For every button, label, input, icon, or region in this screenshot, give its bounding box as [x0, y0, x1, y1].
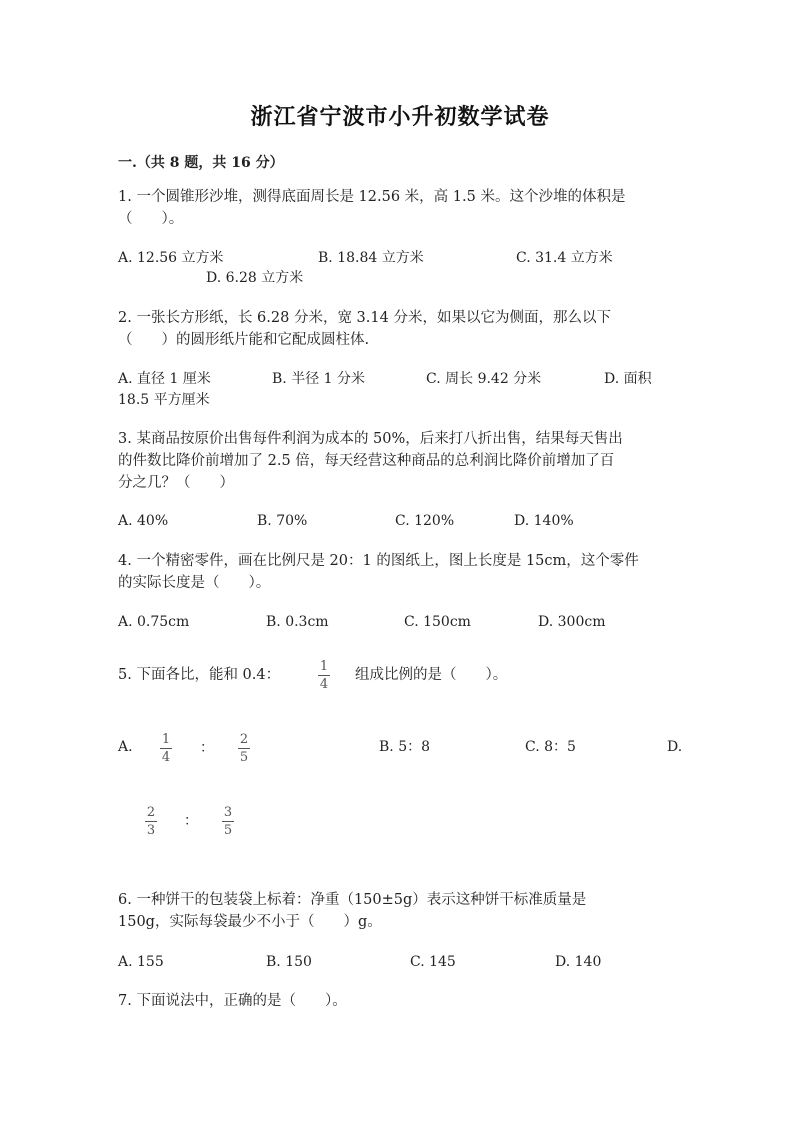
q6-option-b: B. 150 — [266, 954, 312, 970]
q4-option-d: D. 300cm — [538, 614, 606, 630]
q5-option-a-fraction-1 — [160, 732, 172, 765]
q3-option-c: C. 120% — [395, 513, 455, 529]
question-4-line-1: 4. 一个精密零件，画在比例尺是 20：1 的图纸上，图上长度是 15cm，这个零件 — [118, 553, 639, 569]
q3-option-d: D. 140% — [514, 513, 574, 529]
q5-option-d-fraction-2 — [222, 805, 234, 838]
q2-option-a: A. 直径 1 厘米 — [118, 371, 211, 387]
question-7-line-1: 7. 下面说法中，正确的是（ ）。 — [118, 993, 347, 1009]
question-2 — [118, 307, 678, 351]
q5-option-d-fraction-1 — [145, 805, 157, 838]
q5-option-b: B. 5：8 — [379, 739, 431, 755]
fraction-numerator: 2 — [239, 732, 249, 747]
fraction-bar — [222, 821, 234, 822]
fraction-numerator: 1 — [161, 732, 171, 747]
section-heading: 一.（共 8 题，共 16 分） — [118, 155, 284, 171]
q5-option-a-colon: ： — [200, 740, 214, 756]
fraction-numerator: 2 — [146, 805, 156, 820]
fraction-denominator: 5 — [223, 823, 233, 838]
page-title: 浙江省宁波市小升初数学试卷 — [250, 104, 550, 130]
fraction-numerator: 3 — [223, 805, 233, 820]
question-5-fraction — [318, 659, 330, 692]
question-7 — [118, 990, 678, 1012]
question-4-line-2: 的实际长度是（ ）。 — [118, 575, 271, 591]
q2-option-b: B. 半径 1 分米 — [272, 371, 365, 387]
q6-option-a: A. 155 — [118, 954, 164, 970]
q6-option-c: C. 145 — [410, 954, 456, 970]
fraction-numerator: 1 — [319, 659, 329, 674]
q4-option-a: A. 0.75cm — [118, 614, 190, 630]
question-1 — [118, 186, 678, 230]
q1-option-a: A. 12.56 立方米 — [118, 250, 224, 266]
fraction-denominator: 4 — [161, 750, 171, 765]
q1-option-c: C. 31.4 立方米 — [516, 250, 613, 266]
question-3-line-3: 分之几？（ ） — [118, 475, 234, 491]
question-6 — [118, 889, 678, 933]
fraction-bar — [318, 675, 330, 676]
question-4 — [118, 550, 678, 594]
question-6-line-2: 150g，实际每袋最少不小于（ ）g。 — [118, 914, 382, 930]
question-1-line-1: 1. 一个圆锥形沙堆，测得底面周长是 12.56 米，高 1.5 米。这个沙堆的体积是 — [118, 189, 626, 205]
fraction-denominator: 4 — [319, 677, 329, 692]
question-1-line-2: （ ）。 — [118, 211, 184, 227]
q3-option-b: B. 70% — [257, 513, 308, 529]
q2-option-c: C. 周长 9.42 分米 — [426, 371, 542, 387]
fraction-bar — [160, 748, 172, 749]
question-3-line-1: 3. 某商品按原价出售每件利润为成本的 50%，后来打八折出售，结果每天售出 — [118, 431, 623, 447]
q2-option-d-cont: 18.5 平方厘米 — [118, 392, 210, 408]
q2-option-d: D. 面积 — [604, 371, 652, 387]
question-3 — [118, 428, 678, 494]
question-2-line-2: （ ）的圆形纸片能和它配成圆柱体. — [118, 332, 370, 348]
q4-option-b: B. 0.3cm — [266, 614, 329, 630]
q5-option-c: C. 8：5 — [525, 739, 576, 755]
question-2-line-1: 2. 一张长方形纸，长 6.28 分米，宽 3.14 分米，如果以它为侧面，那么以下 — [118, 310, 611, 326]
q5-option-a-label: A. — [118, 739, 133, 755]
q4-option-c: C. 150cm — [404, 614, 471, 630]
q5-option-a-fraction-2 — [238, 732, 250, 765]
question-6-line-1: 6. 一种饼干的包装袋上标着：净重（150±5g）表示这种饼干标准质量是 — [118, 892, 587, 908]
question-3-line-2: 的件数比降价前增加了 2.5 倍，每天经营这种商品的总利润比降价前增加了百 — [118, 453, 615, 469]
q5-option-d-label: D. — [667, 739, 683, 755]
q1-option-b: B. 18.84 立方米 — [318, 250, 424, 266]
q1-option-d: D. 6.28 立方米 — [206, 270, 304, 286]
question-5-prefix: 5. 下面各比，能和 0.4： — [118, 667, 281, 683]
question-5-suffix: 组成比例的是（ ）。 — [355, 667, 508, 683]
q6-option-d: D. 140 — [555, 954, 602, 970]
q3-option-a: A. 40% — [118, 513, 169, 529]
fraction-bar — [145, 821, 157, 822]
fraction-bar — [238, 748, 250, 749]
q5-option-d-colon: ： — [184, 813, 198, 829]
fraction-denominator: 3 — [146, 823, 156, 838]
fraction-denominator: 5 — [239, 750, 249, 765]
